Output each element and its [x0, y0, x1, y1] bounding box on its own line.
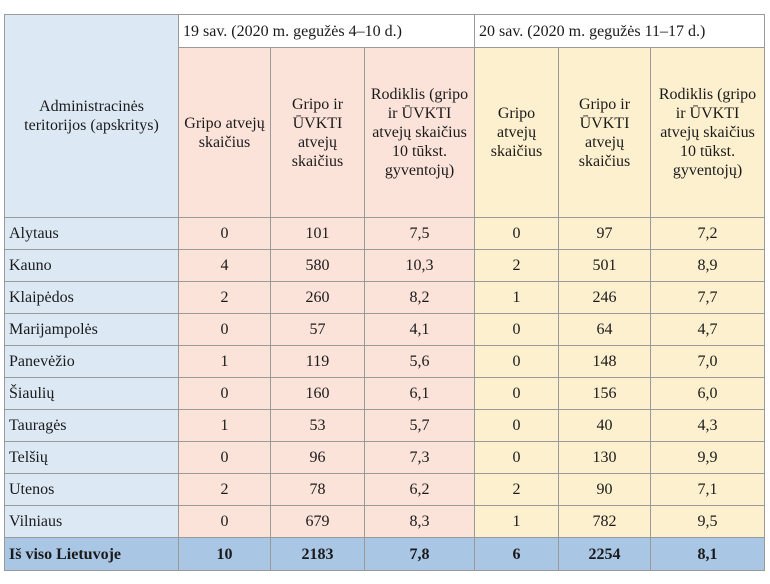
week19-value-cell: 1 — [179, 410, 271, 442]
week20-value-cell: 2 — [475, 250, 559, 282]
header-week-20: 20 sav. (2020 m. gegužės 11–17 d.) — [475, 15, 765, 48]
week20-value-cell: 148 — [559, 346, 651, 378]
region-cell: Alytaus — [5, 218, 179, 250]
week19-value-cell: 0 — [179, 506, 271, 538]
region-cell: Vilniaus — [5, 506, 179, 538]
total-week20-cell: 6 — [475, 538, 559, 571]
region-cell: Tauragės — [5, 410, 179, 442]
week20-value-cell: 9,9 — [651, 442, 765, 474]
week19-value-cell: 119 — [271, 346, 365, 378]
total-label-cell: Iš viso Lietuvoje — [5, 538, 179, 571]
table-row — [5, 506, 765, 538]
week20-value-cell: 782 — [559, 506, 651, 538]
total-week19-cell: 7,8 — [365, 538, 475, 571]
week20-value-cell: 246 — [559, 282, 651, 314]
table-row — [5, 314, 765, 346]
week20-value-cell: 156 — [559, 378, 651, 410]
week20-value-cell: 7,7 — [651, 282, 765, 314]
week20-value-cell: 6,0 — [651, 378, 765, 410]
week19-value-cell: 6,2 — [365, 474, 475, 506]
header-w20-flu-cases: Gripo atvejų skaičius — [475, 48, 559, 218]
table-row — [5, 378, 765, 410]
week20-value-cell: 1 — [475, 506, 559, 538]
week20-value-cell: 64 — [559, 314, 651, 346]
week19-value-cell: 8,3 — [365, 506, 475, 538]
week19-value-cell: 160 — [271, 378, 365, 410]
total-week19-cell: 10 — [179, 538, 271, 571]
week19-value-cell: 6,1 — [365, 378, 475, 410]
table-row — [5, 474, 765, 506]
week20-value-cell: 0 — [475, 346, 559, 378]
week19-value-cell: 0 — [179, 378, 271, 410]
week19-value-cell: 580 — [271, 250, 365, 282]
week19-value-cell: 57 — [271, 314, 365, 346]
week20-value-cell: 40 — [559, 410, 651, 442]
week19-value-cell: 2 — [179, 282, 271, 314]
region-cell: Marijampolės — [5, 314, 179, 346]
table-row — [5, 442, 765, 474]
week19-value-cell: 5,6 — [365, 346, 475, 378]
week19-value-cell: 96 — [271, 442, 365, 474]
week19-value-cell: 4 — [179, 250, 271, 282]
week19-value-cell: 0 — [179, 442, 271, 474]
week20-value-cell: 0 — [475, 314, 559, 346]
total-week19-cell: 2183 — [271, 538, 365, 571]
total-row — [5, 538, 765, 571]
week20-value-cell: 1 — [475, 282, 559, 314]
table-row — [5, 250, 765, 282]
influenza-table — [4, 14, 765, 571]
region-cell: Utenos — [5, 474, 179, 506]
week19-value-cell: 8,2 — [365, 282, 475, 314]
week19-value-cell: 4,1 — [365, 314, 475, 346]
week20-value-cell: 0 — [475, 218, 559, 250]
header-admin-territories: Administracinės teritorijos (apskritys) — [5, 15, 179, 218]
week19-value-cell: 101 — [271, 218, 365, 250]
table-row — [5, 346, 765, 378]
week19-value-cell: 7,3 — [365, 442, 475, 474]
week20-value-cell: 501 — [559, 250, 651, 282]
header-w20-rate: Rodiklis (gripo ir ŪVKTI atvejų skaičius 10 tūkst. gyventojų) — [651, 48, 765, 218]
week19-value-cell: 1 — [179, 346, 271, 378]
table-row — [5, 410, 765, 442]
header-w19-flu-cases: Gripo atvejų skaičius — [179, 48, 271, 218]
region-cell: Telšių — [5, 442, 179, 474]
week20-value-cell: 90 — [559, 474, 651, 506]
week19-value-cell: 5,7 — [365, 410, 475, 442]
week20-value-cell: 4,3 — [651, 410, 765, 442]
region-cell: Panevėžio — [5, 346, 179, 378]
region-cell: Kauno — [5, 250, 179, 282]
week19-value-cell: 78 — [271, 474, 365, 506]
week19-value-cell: 53 — [271, 410, 365, 442]
header-w19-flu-uvkti-cases: Gripo ir ŪVKTI atvejų skaičius — [271, 48, 365, 218]
week20-value-cell: 130 — [559, 442, 651, 474]
week20-value-cell: 0 — [475, 410, 559, 442]
header-w20-flu-uvkti-cases: Gripo ir ŪVKTI atvejų skaičius — [559, 48, 651, 218]
total-week20-cell: 2254 — [559, 538, 651, 571]
week20-value-cell: 7,0 — [651, 346, 765, 378]
region-cell: Klaipėdos — [5, 282, 179, 314]
week19-value-cell: 0 — [179, 314, 271, 346]
total-week20-cell: 8,1 — [651, 538, 765, 571]
week19-value-cell: 679 — [271, 506, 365, 538]
week20-value-cell: 9,5 — [651, 506, 765, 538]
week20-value-cell: 7,2 — [651, 218, 765, 250]
week20-value-cell: 4,7 — [651, 314, 765, 346]
week20-value-cell: 8,9 — [651, 250, 765, 282]
week20-value-cell: 97 — [559, 218, 651, 250]
week20-value-cell: 0 — [475, 378, 559, 410]
week19-value-cell: 0 — [179, 218, 271, 250]
table-row — [5, 282, 765, 314]
week19-value-cell: 260 — [271, 282, 365, 314]
table-body — [5, 218, 765, 571]
week20-value-cell: 7,1 — [651, 474, 765, 506]
week19-value-cell: 10,3 — [365, 250, 475, 282]
week19-value-cell: 7,5 — [365, 218, 475, 250]
table-row — [5, 218, 765, 250]
week20-value-cell: 2 — [475, 474, 559, 506]
region-cell: Šiaulių — [5, 378, 179, 410]
week20-value-cell: 0 — [475, 442, 559, 474]
header-w19-rate: Rodiklis (gripo ir ŪVKTI atvejų skaičius 10 tūkst. gyventojų) — [365, 48, 475, 218]
week19-value-cell: 2 — [179, 474, 271, 506]
header-week-19: 19 sav. (2020 m. gegužės 4–10 d.) — [179, 15, 475, 48]
